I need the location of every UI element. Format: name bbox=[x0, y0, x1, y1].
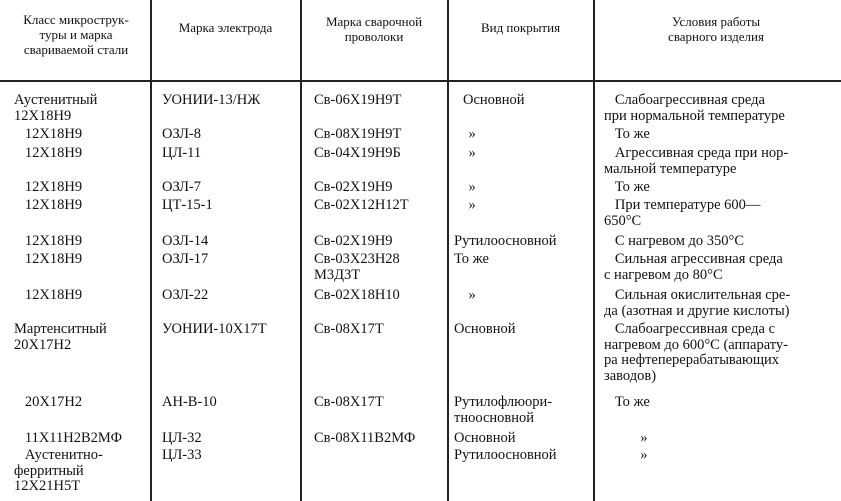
column-divider bbox=[447, 0, 449, 501]
cell-coating: Основной bbox=[454, 430, 516, 446]
cell-wire: Св-02Х19Н9 bbox=[314, 179, 393, 195]
cell-steel: 12Х18Н9 bbox=[14, 126, 83, 142]
cell-conditions: Сильная агрессивная среда с нагревом до 80°С bbox=[604, 251, 783, 283]
cell-electrode: ЦЛ-11 bbox=[162, 145, 202, 161]
cell-coating: Рутилоосновной bbox=[454, 233, 557, 249]
header-coating: Вид покрытия bbox=[480, 20, 561, 35]
cell-electrode: ЦЛ-32 bbox=[162, 430, 202, 446]
cell-coating: » bbox=[454, 126, 476, 142]
cell-electrode: ОЗЛ-8 bbox=[162, 126, 202, 142]
cell-conditions: С нагревом до 350°С bbox=[604, 233, 744, 249]
header-divider bbox=[0, 80, 841, 82]
cell-steel: 12Х18Н9 bbox=[14, 179, 83, 195]
cell-wire: Св-02Х19Н9 bbox=[314, 233, 393, 249]
cell-conditions: При температуре 600— 650°С bbox=[604, 197, 761, 229]
cell-electrode: ОЗЛ-22 bbox=[162, 287, 209, 303]
header-electrode: Марка электрода bbox=[178, 20, 273, 35]
cell-conditions: Агрессивная среда при нор- мальной температуре bbox=[604, 145, 789, 177]
header-steel-class: Класс микрострук- туры и марка свариваемой стали bbox=[23, 12, 129, 57]
cell-steel: 12Х18Н9 bbox=[14, 251, 83, 267]
cell-conditions: Слабоагрессивная среда при нормальной температуре bbox=[604, 92, 785, 124]
header-conditions: Условия работы сварного изделия bbox=[668, 14, 764, 44]
cell-conditions: То же bbox=[604, 126, 650, 142]
cell-steel: 12Х18Н9 bbox=[14, 197, 83, 213]
cell-conditions: » bbox=[604, 447, 648, 463]
cell-conditions: То же bbox=[604, 394, 650, 410]
cell-electrode: ОЗЛ-7 bbox=[162, 179, 202, 195]
column-divider bbox=[150, 0, 152, 501]
cell-conditions: Слабоагрессивная среда с нагревом до 600°С (аппарату- ра нефтеперерабатывающих заводов) bbox=[604, 321, 789, 384]
column-divider bbox=[593, 0, 595, 501]
cell-wire: Св-06Х19Н9Т bbox=[314, 92, 402, 108]
cell-electrode: ЦТ-15-1 bbox=[162, 197, 213, 213]
cell-wire: Св-08Х11В2МФ bbox=[314, 430, 416, 446]
cell-coating: » bbox=[454, 145, 476, 161]
cell-electrode: АН-В-10 bbox=[162, 394, 217, 410]
cell-electrode: УОНИИ-10Х17Т bbox=[162, 321, 267, 337]
cell-conditions: » bbox=[604, 430, 648, 446]
cell-coating: » bbox=[454, 287, 476, 303]
column-divider bbox=[300, 0, 302, 501]
cell-wire: Св-08Х17Т bbox=[314, 321, 384, 337]
cell-wire: Св-04Х19Н9Б bbox=[314, 145, 401, 161]
cell-electrode: УОНИИ-13/НЖ bbox=[162, 92, 261, 108]
cell-coating: То же bbox=[454, 251, 489, 267]
cell-electrode: ЦЛ-33 bbox=[162, 447, 202, 463]
cell-coating: Рутилоосновной bbox=[454, 447, 557, 463]
cell-steel: 12Х18Н9 bbox=[14, 233, 83, 249]
cell-steel: 20Х17Н2 bbox=[14, 394, 83, 410]
cell-conditions: Сильная окислительная сре- да (азотная и другие кислоты) bbox=[604, 287, 791, 319]
cell-coating: Основной bbox=[454, 321, 516, 337]
header-wire: Марка сварочной проволоки bbox=[325, 14, 423, 44]
cell-wire: Св-03Х23Н28 М3Д3Т bbox=[314, 251, 400, 283]
cell-steel: 11Х11Н2В2МФ bbox=[14, 430, 123, 446]
cell-electrode: ОЗЛ-17 bbox=[162, 251, 209, 267]
cell-coating: » bbox=[454, 179, 476, 195]
cell-steel: Мартенситный 20Х17Н2 bbox=[14, 321, 107, 353]
cell-steel: 12Х18Н9 bbox=[14, 145, 83, 161]
cell-wire: Св-02Х18Н10 bbox=[314, 287, 400, 303]
cell-coating: Основной bbox=[463, 92, 525, 108]
cell-steel: Аустенитно- ферритный 12Х21Н5Т bbox=[14, 447, 103, 495]
cell-coating: Рутилофлюори- тноосновной bbox=[454, 394, 553, 426]
cell-electrode: ОЗЛ-14 bbox=[162, 233, 209, 249]
cell-conditions: То же bbox=[604, 179, 650, 195]
cell-steel: Аустенитный 12Х18Н9 bbox=[14, 92, 98, 124]
cell-coating: » bbox=[454, 197, 476, 213]
cell-wire: Св-08Х17Т bbox=[314, 394, 384, 410]
cell-steel: 12Х18Н9 bbox=[14, 287, 83, 303]
cell-wire: Св-02Х12Н12Т bbox=[314, 197, 409, 213]
cell-wire: Св-08Х19Н9Т bbox=[314, 126, 402, 142]
